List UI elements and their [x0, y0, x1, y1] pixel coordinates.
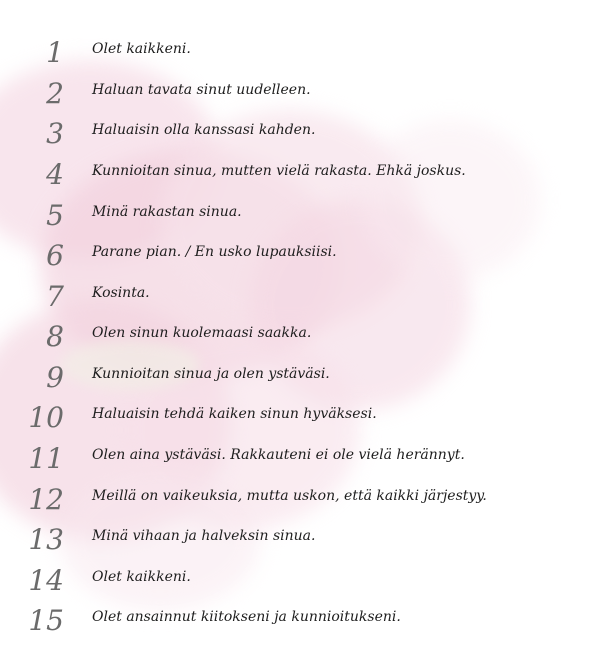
item-number: 4: [46, 158, 64, 191]
item-number: 1: [46, 36, 64, 69]
list-item: [0, 320, 615, 360]
item-text: Haluan tavata sinut uudelleen.: [92, 82, 311, 98]
list-item: [0, 401, 615, 441]
item-number: 9: [46, 361, 64, 394]
item-text: Olen sinun kuolemaasi saakka.: [92, 325, 312, 341]
item-number: 8: [46, 320, 64, 353]
item-text: Haluaisin olla kanssasi kahden.: [92, 122, 316, 138]
item-text: Olet kaikkeni.: [92, 41, 191, 57]
item-text: Kosinta.: [92, 285, 150, 301]
item-number: 15: [28, 604, 64, 637]
list-item: [0, 564, 615, 604]
item-text: Olet kaikkeni.: [92, 569, 191, 585]
list-item: [0, 483, 615, 523]
item-number: 13: [28, 523, 64, 556]
list-item: [0, 239, 615, 279]
list-item: [0, 523, 615, 563]
list-item: [0, 199, 615, 239]
item-text: Meillä on vaikeuksia, mutta uskon, että kaikki järjestyy.: [92, 488, 487, 504]
item-text: Haluaisin tehdä kaiken sinun hyväksesi.: [92, 406, 377, 422]
list-item: [0, 442, 615, 482]
list-item: [0, 280, 615, 320]
item-number: 10: [28, 401, 64, 434]
list-item: [0, 361, 615, 401]
item-number: 11: [28, 442, 64, 475]
item-text: Olet ansainnut kiitokseni ja kunnioitukseni.: [92, 609, 401, 625]
item-text: Minä rakastan sinua.: [92, 204, 242, 220]
item-number: 12: [28, 483, 64, 516]
item-number: 3: [46, 117, 64, 150]
item-text: Kunnioitan sinua, mutten vielä rakasta. Ehkä joskus.: [92, 163, 466, 179]
item-number: 7: [46, 280, 64, 313]
item-text: Olen aina ystäväsi. Rakkauteni ei ole vielä herännyt.: [92, 447, 465, 463]
list-item: [0, 36, 615, 76]
item-number: 2: [46, 77, 64, 110]
list-item: [0, 117, 615, 157]
list-item: [0, 604, 615, 644]
item-text: Parane pian. / En usko lupauksiisi.: [92, 244, 337, 260]
item-text: Minä vihaan ja halveksin sinua.: [92, 528, 316, 544]
list-item: [0, 158, 615, 198]
item-number: 14: [28, 564, 64, 597]
item-text: Kunnioitan sinua ja olen ystäväsi.: [92, 366, 330, 382]
item-number: 5: [46, 199, 64, 232]
item-number: 6: [46, 239, 64, 272]
list-item: [0, 77, 615, 117]
